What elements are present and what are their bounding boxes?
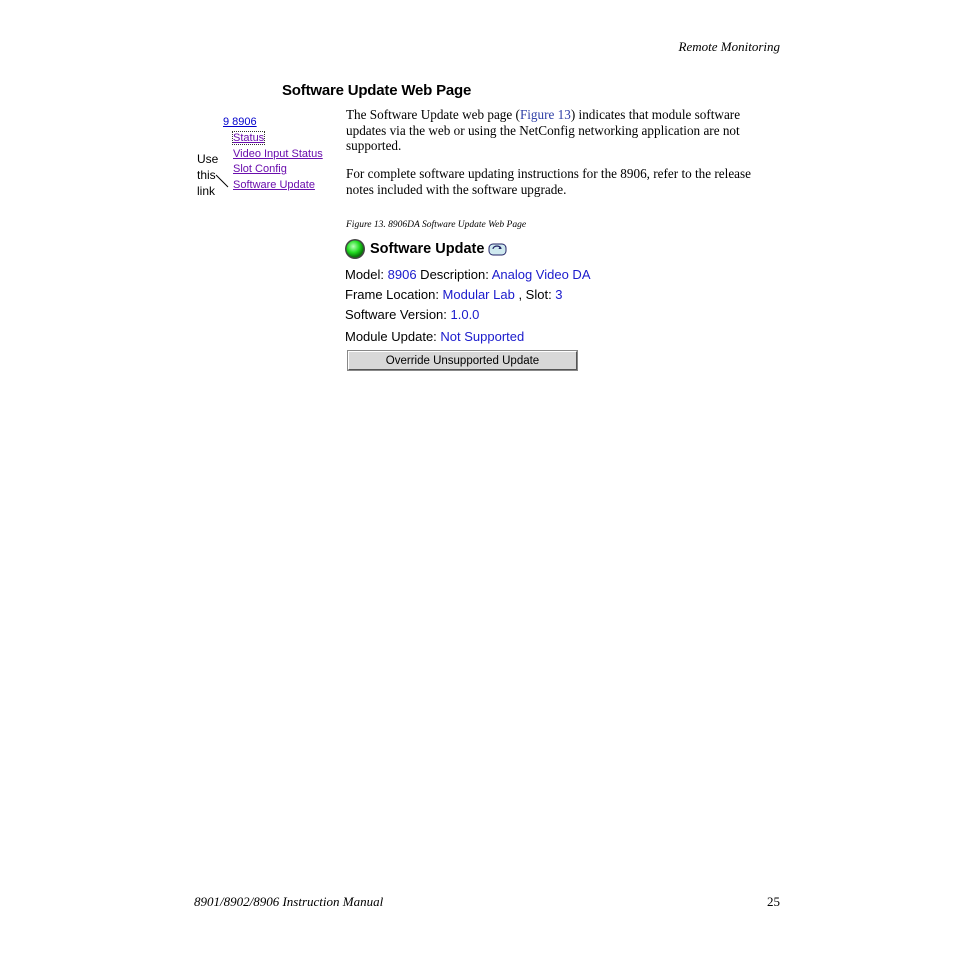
nav-item-software-update-label[interactable]: Software Update	[233, 179, 315, 191]
model-value: 8906	[387, 267, 417, 282]
nav-item-video-input-status-label[interactable]: Video Input Status	[233, 148, 323, 160]
frame-location-value: Modular Lab	[442, 287, 515, 302]
nav-item-software-update[interactable]	[233, 179, 315, 191]
callout-line-1: Use	[197, 152, 219, 166]
figure-caption: Figure 13. 8906DA Software Update Web Page	[346, 220, 527, 230]
section-title: Software Update Web Page	[282, 82, 472, 99]
nav-item-slot-config-label[interactable]: Slot Config	[233, 163, 287, 175]
nav-item-status[interactable]	[233, 132, 264, 144]
model-label: Model:	[345, 267, 388, 282]
nav-item-video-input-status[interactable]	[233, 148, 323, 160]
module-update-label: Module Update:	[345, 329, 441, 344]
slot-value: 3	[555, 287, 563, 302]
software-version-label: Software Version:	[345, 307, 451, 322]
model-row	[345, 267, 591, 282]
callout-line-2: this	[197, 168, 216, 182]
nav-module-link[interactable]	[223, 116, 257, 128]
refresh-icon[interactable]	[488, 241, 508, 257]
callout-pointer-line	[214, 172, 230, 190]
software-version-row	[345, 307, 479, 322]
paragraph-instructions: For complete software updating instructions for the 8906, refer to the release notes included with the software upgrade.	[346, 166, 752, 197]
override-unsupported-update-button[interactable]: Override Unsupported Update	[348, 351, 577, 370]
module-update-value: Not Supported	[440, 329, 525, 344]
page-number: 25	[767, 894, 780, 909]
paragraph-intro-start: The Software Update web page (	[346, 107, 520, 122]
footer-manual-title: 8901/8902/8906 Instruction Manual	[194, 894, 384, 909]
frame-location-label: Frame Location:	[345, 287, 443, 302]
paragraph-intro	[346, 107, 782, 154]
slot-label: , Slot:	[514, 287, 556, 302]
paragraph-intro-end: ) indicates that module software updates via the web or using the NetConfig networking application are not supported.	[346, 107, 741, 153]
figure-title: Software Update	[370, 241, 485, 257]
description-label: Description:	[416, 267, 492, 282]
software-version-value: 1.0.0	[450, 307, 480, 322]
figure-header	[344, 238, 508, 260]
nav-item-slot-config[interactable]	[233, 163, 287, 175]
module-update-row	[345, 329, 524, 344]
frame-location-row	[345, 287, 563, 302]
figure-13-link[interactable]: Figure 13	[519, 107, 571, 122]
nav-module-link-text[interactable]: 9 8906	[223, 116, 257, 128]
software-update-figure	[344, 238, 644, 378]
description-value: Analog Video DA	[491, 267, 591, 282]
callout-line-3: link	[197, 184, 216, 198]
running-header: Remote Monitoring	[678, 39, 780, 54]
status-led-icon	[344, 238, 366, 260]
nav-item-status-label[interactable]: Status	[233, 132, 265, 144]
